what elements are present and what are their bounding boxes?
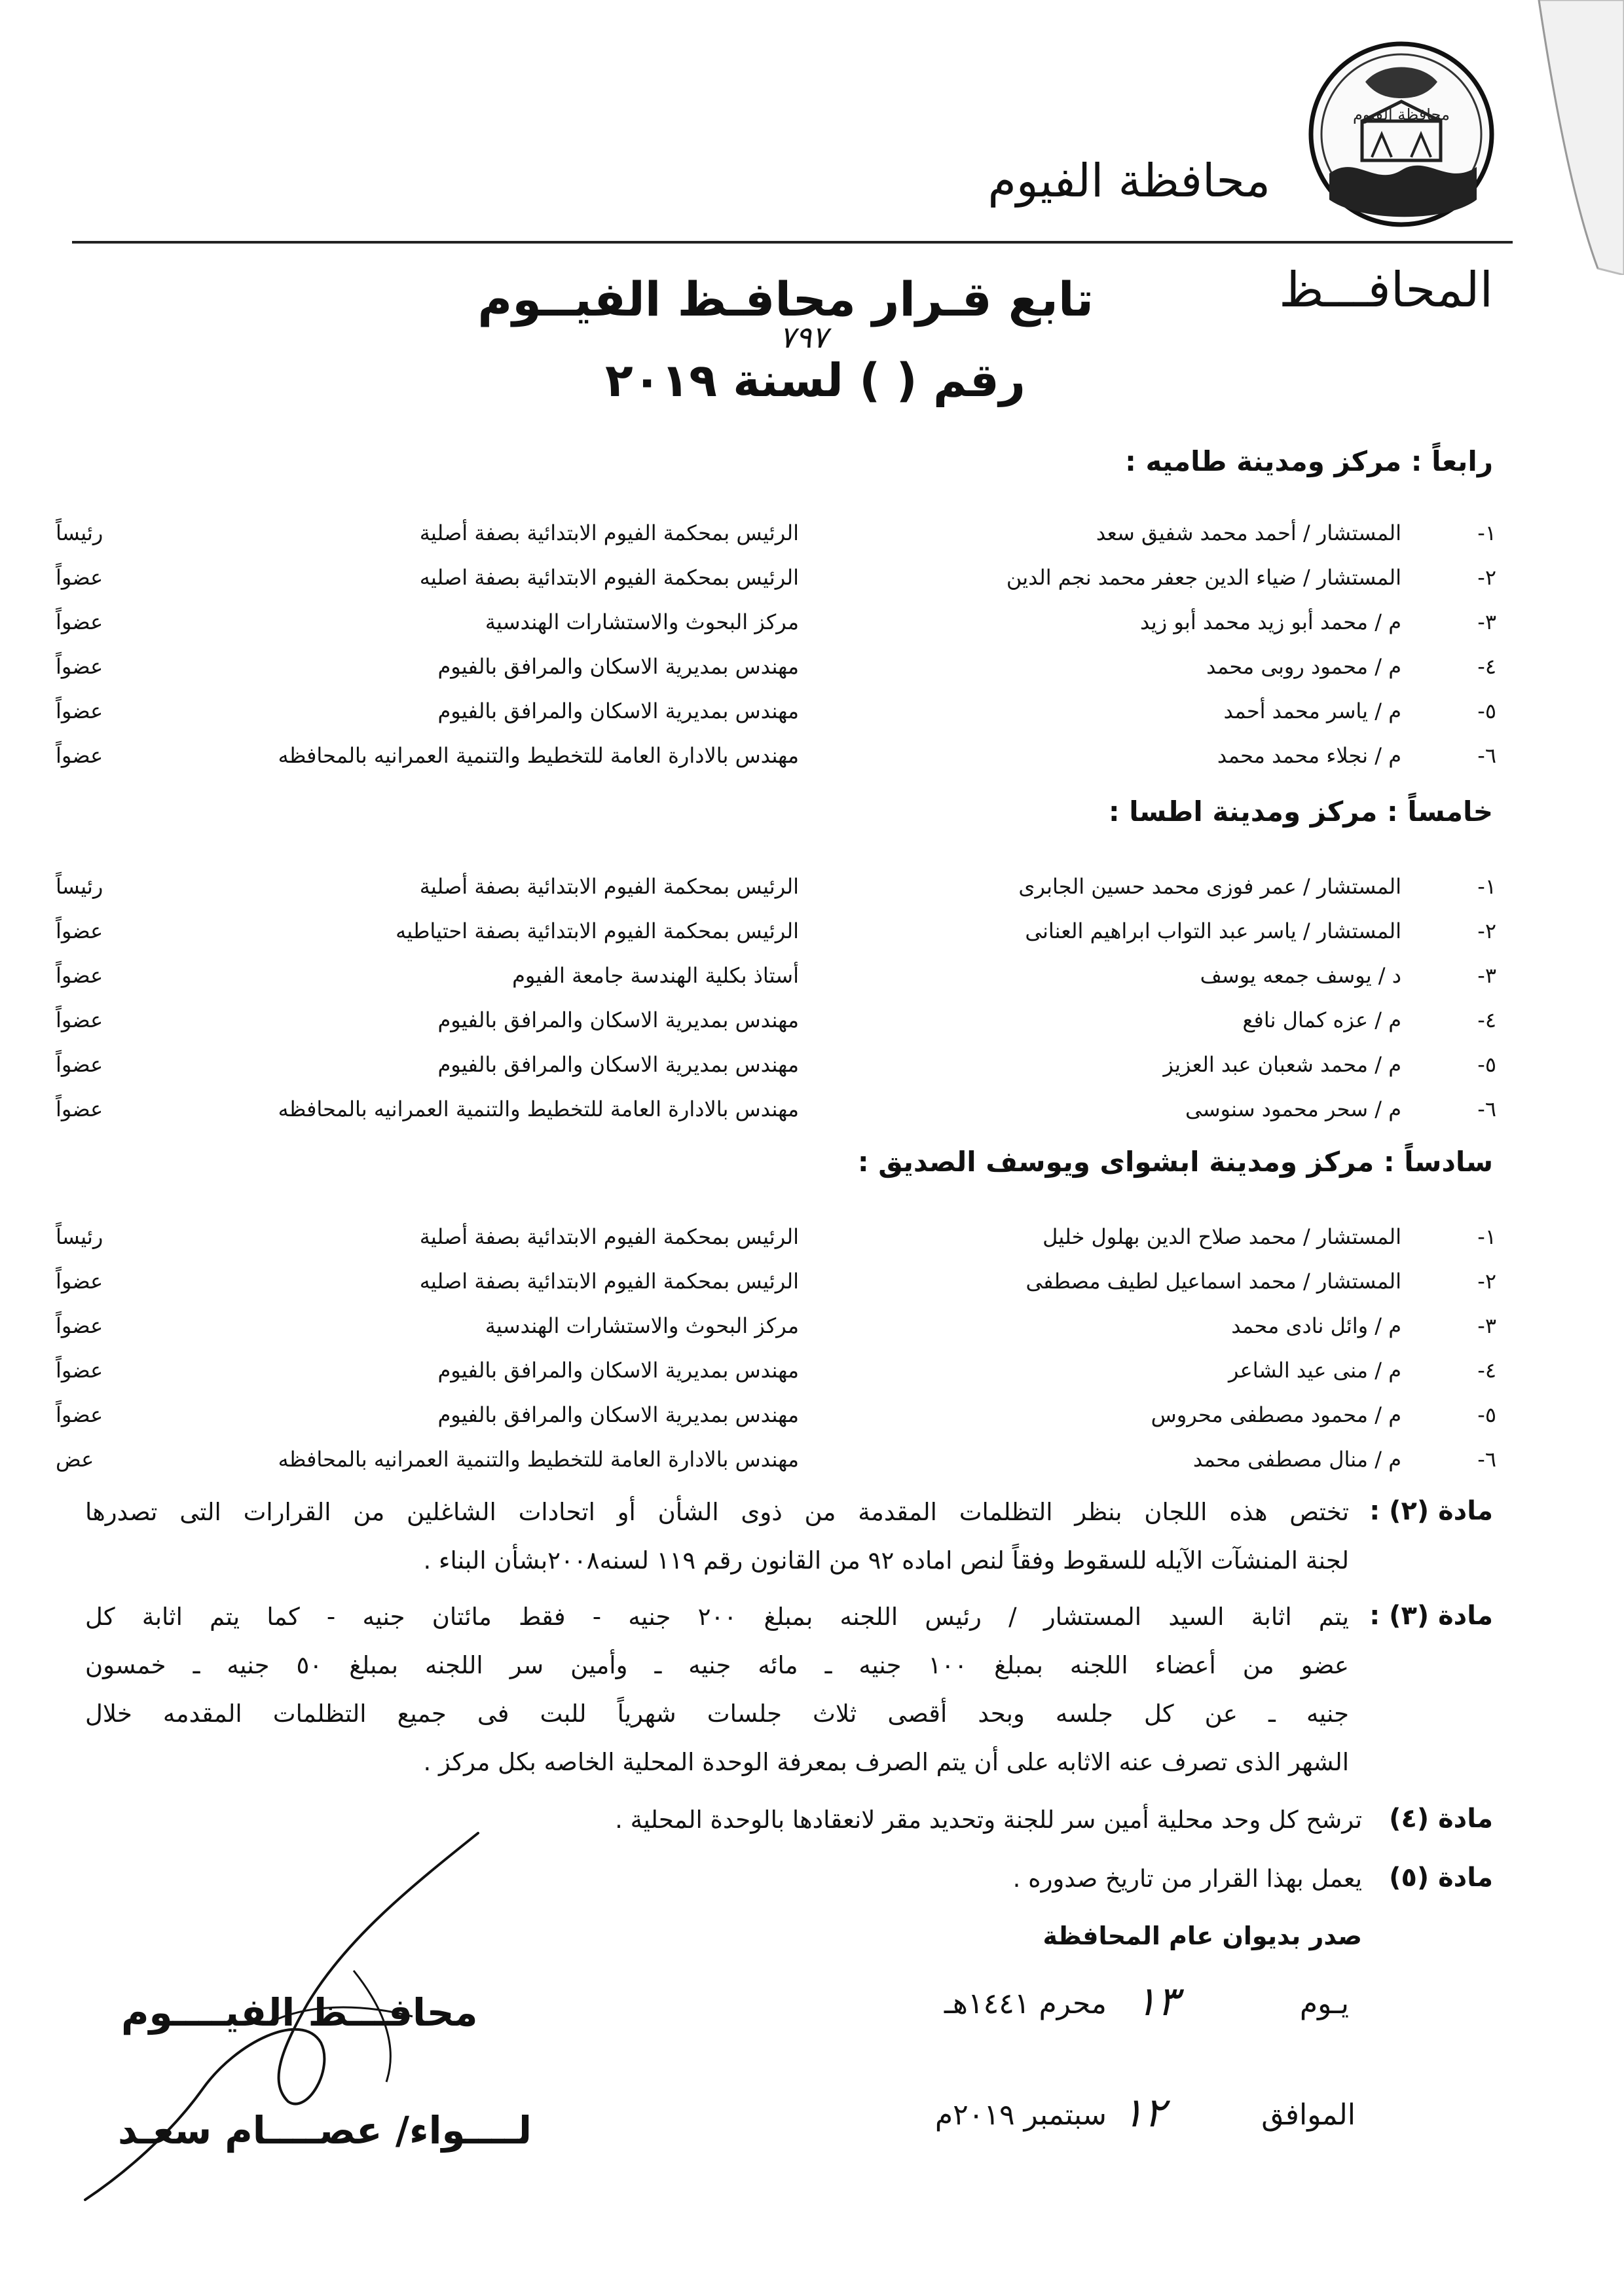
member-role: عض — [56, 1447, 94, 1472]
member-role: رئيساً — [56, 1224, 103, 1249]
member-description: مهندس بمديرية الاسكان والمرافق بالفيوم — [437, 654, 799, 679]
table-row — [0, 919, 1624, 958]
member-number: ٦- — [1477, 1447, 1496, 1472]
member-role: عضواً — [56, 1052, 103, 1077]
table-row — [0, 1008, 1624, 1047]
header-divider — [72, 241, 1513, 244]
table-row — [0, 610, 1624, 649]
article-5-line-1: يعمل بهذا القرار من تاريخ صدوره . — [1012, 1865, 1362, 1893]
signatory-title: محافـــظ الفيــــوم — [121, 1990, 478, 2035]
table-row — [0, 963, 1624, 1002]
member-role: عضواً — [56, 565, 103, 590]
table-row — [0, 1402, 1624, 1442]
member-description: مهندس بالادارة العامة للتخطيط والتنمية العمرانيه بالمحافظه — [278, 743, 799, 768]
member-name: المستشار / أحمد محمد شفيق سعد — [1096, 520, 1401, 545]
member-role: عضواً — [56, 743, 103, 768]
member-name: م / محمود مصطفى محروس — [1151, 1402, 1401, 1427]
member-role: رئيساً — [56, 520, 103, 545]
table-row — [0, 565, 1624, 604]
article-3-line-1: يتم اثابة السيد المستشار / رئيس اللجنه بمبلغ ٢٠٠ جنيه - فقط مائتان جنيه - كما يتم اثابة كل — [85, 1603, 1349, 1631]
svg-text:محافظة الفيوم: محافظة الفيوم — [1353, 105, 1450, 124]
member-description: أستاذ بكلية الهندسة جامعة الفيوم — [512, 963, 799, 988]
member-number: ٣- — [1477, 963, 1496, 988]
gregorian-date: سبتمبر ٢٠١٩م — [934, 2098, 1107, 2132]
decree-number: رقم ( ) لسنة ٢٠١٩ — [605, 354, 1025, 407]
member-name: م / نجلاء محمد محمد — [1217, 743, 1401, 768]
table-row — [0, 743, 1624, 782]
governorate-logo-icon — [1303, 36, 1500, 232]
member-name: م / سحر محمود سنوسى — [1185, 1097, 1401, 1121]
governorate-name: محافظة الفيوم — [987, 154, 1270, 208]
member-role: عضواً — [56, 699, 103, 723]
member-role: عضواً — [56, 1358, 103, 1383]
member-number: ٣- — [1477, 610, 1496, 634]
member-role: عضواً — [56, 919, 103, 943]
member-description: مهندس بمديرية الاسكان والمرافق بالفيوم — [437, 1052, 799, 1077]
handwritten-signature-icon — [72, 1807, 596, 2213]
article-2-line-1: تختص هذه اللجان بنظر التظلمات المقدمة من ذوى الشأن أو اتحادات الشاغلين من القرارات التى تصدرها — [85, 1498, 1349, 1526]
table-row — [0, 1313, 1624, 1353]
member-number: ٢- — [1477, 919, 1496, 943]
signatory-name: لــــواء/ عصــــام سعـد — [118, 2108, 532, 2153]
table-row — [0, 1358, 1624, 1397]
gregorian-day-value: ١٢ — [1122, 2088, 1166, 2136]
member-name: د / يوسف جمعه يوسف — [1200, 963, 1401, 988]
corresponding-label: الموافق — [1261, 2098, 1356, 2132]
member-number: ٢- — [1477, 1269, 1496, 1294]
member-description: مركز البحوث والاستشارات الهندسية — [485, 1313, 799, 1338]
member-name: م / عزه كمال نافع — [1242, 1008, 1401, 1032]
member-number: ٤- — [1477, 1358, 1496, 1383]
table-row — [0, 699, 1624, 738]
member-role: عضواً — [56, 1313, 103, 1338]
member-description: مهندس بمديرية الاسكان والمرافق بالفيوم — [437, 699, 799, 723]
member-name: م / منال مصطفى محمد — [1192, 1447, 1401, 1472]
member-role: عضواً — [56, 1402, 103, 1427]
member-name: م / محمد أبو زيد محمد أبو زيد — [1140, 610, 1401, 634]
member-number: ٥- — [1477, 1052, 1496, 1077]
member-name: المستشار / ياسر عبد التواب ابراهيم العنانى — [1025, 919, 1401, 943]
section-heading-tamiya: رابعاً : مركز ومدينة طاميه : — [1125, 445, 1493, 477]
section-heading-itsa: خامساً : مركز ومدينة اطسا : — [1108, 795, 1493, 828]
table-row — [0, 1447, 1624, 1486]
table-row — [0, 1052, 1624, 1091]
member-description: مهندس بمديرية الاسكان والمرافق بالفيوم — [437, 1358, 799, 1383]
member-name: م / محمد شعبان عبد العزيز — [1163, 1052, 1401, 1077]
member-name: م / محمود روبى محمد — [1206, 654, 1401, 679]
article-3-line-3: جنيه ـ عن كل جلسه وبحد أقصى ثلاث جلسات شهرياً للبت فى جميع التظلمات المقدمه خلال — [85, 1700, 1349, 1728]
table-row — [0, 1097, 1624, 1136]
member-role: عضواً — [56, 654, 103, 679]
decree-title: تابع قـرار محافـظ الفيــوم — [477, 272, 1094, 327]
member-description: الرئيس بمحكمة الفيوم الابتدائية بصفة اصليه — [419, 565, 799, 590]
article-3-label: مادة (٣) : — [1369, 1601, 1493, 1631]
member-number: ٥- — [1477, 699, 1496, 723]
member-number: ٤- — [1477, 654, 1496, 679]
member-role: عضواً — [56, 1097, 103, 1121]
member-number: ٣- — [1477, 1313, 1496, 1338]
article-5-label: مادة (٥) — [1389, 1863, 1493, 1893]
member-name: م / منى عيد الشاعر — [1228, 1358, 1401, 1383]
article-3-line-4: الشهر الذى تصرف عنه الاثابه على أن يتم الصرف بمعرفة الوحدة المحلية الخاصه بكل مركز . — [423, 1748, 1349, 1776]
member-role: عضواً — [56, 1008, 103, 1032]
article-2-line-2: لجنة المنشآت الآيله للسقوط وفقاً لنص اماده ٩٢ من القانون رقم ١١٩ لسنه٢٠٠٨بشأن البناء . — [423, 1546, 1349, 1575]
member-name: المستشار / عمر فوزى محمد حسين الجابرى — [1018, 874, 1401, 899]
member-name: المستشار / ضياء الدين جعفر محمد نجم الدين — [1006, 565, 1401, 590]
hijri-day-value: ١٣ — [1135, 1977, 1179, 2025]
member-role: عضواً — [56, 963, 103, 988]
member-number: ٢- — [1477, 565, 1496, 590]
hijri-day-label: يـوم — [1299, 1987, 1349, 2020]
member-number: ٦- — [1477, 1097, 1496, 1121]
member-description: الرئيس بمحكمة الفيوم الابتدائية بصفة احتياطيه — [396, 919, 799, 943]
member-name: المستشار / محمد اسماعيل لطيف مصطفى — [1025, 1269, 1401, 1294]
member-number: ٦- — [1477, 743, 1496, 768]
table-row — [0, 874, 1624, 913]
member-number: ٤- — [1477, 1008, 1496, 1032]
member-description: مهندس بمديرية الاسكان والمرافق بالفيوم — [437, 1008, 799, 1032]
member-description: مركز البحوث والاستشارات الهندسية — [485, 610, 799, 634]
member-number: ١- — [1477, 1224, 1496, 1249]
governor-label: المحافـــظ — [1279, 262, 1493, 318]
member-description: مهندس بمديرية الاسكان والمرافق بالفيوم — [437, 1402, 799, 1427]
table-row — [0, 654, 1624, 693]
table-row — [0, 1224, 1624, 1264]
section-heading-ibshway: سادساً : مركز ومدينة ابشواى ويوسف الصديق : — [857, 1146, 1493, 1178]
handwritten-decree-number: ٧٩٧ — [779, 319, 828, 355]
member-description: الرئيس بمحكمة الفيوم الابتدائية بصفة أصلية — [419, 874, 799, 899]
article-3-line-2: عضو من أعضاء اللجنه بمبلغ ١٠٠ جنيه ـ مائه جنيه ـ وأمين سر اللجنه بمبلغ ٥٠ جنيه ـ خمسون — [85, 1651, 1350, 1679]
member-number: ٥- — [1477, 1402, 1496, 1427]
member-role: عضواً — [56, 1269, 103, 1294]
article-4-line-1: ترشح كل وحد محلية أمين سر للجنة وتحديد مقر لانعقادها بالوحدة المحلية . — [615, 1806, 1362, 1834]
issued-at-line: صدر بديوان عام المحافظة — [1043, 1922, 1362, 1950]
member-number: ١- — [1477, 874, 1496, 899]
page-fold-corner — [1500, 0, 1624, 275]
member-name: م / وائل نادى محمد — [1231, 1313, 1401, 1338]
hijri-date: محرم ١٤٤١هـ — [944, 1987, 1107, 2020]
table-row — [0, 520, 1624, 560]
member-description: الرئيس بمحكمة الفيوم الابتدائية بصفة أصلية — [419, 1224, 799, 1249]
member-description: الرئيس بمحكمة الفيوم الابتدائية بصفة اصليه — [419, 1269, 799, 1294]
member-name: م / ياسر محمد أحمد — [1223, 699, 1401, 723]
member-number: ١- — [1477, 520, 1496, 545]
member-description: مهندس بالادارة العامة للتخطيط والتنمية العمرانيه بالمحافظه — [278, 1447, 799, 1472]
member-role: رئيساً — [56, 874, 103, 899]
member-name: المستشار / محمد صلاح الدين بهلول خليل — [1043, 1224, 1401, 1249]
member-description: الرئيس بمحكمة الفيوم الابتدائية بصفة أصلية — [419, 520, 799, 545]
member-role: عضواً — [56, 610, 103, 634]
article-4-label: مادة (٤) — [1389, 1804, 1493, 1834]
article-2-label: مادة (٢) : — [1369, 1496, 1493, 1526]
table-row — [0, 1269, 1624, 1308]
member-description: مهندس بالادارة العامة للتخطيط والتنمية العمرانيه بالمحافظه — [278, 1097, 799, 1121]
